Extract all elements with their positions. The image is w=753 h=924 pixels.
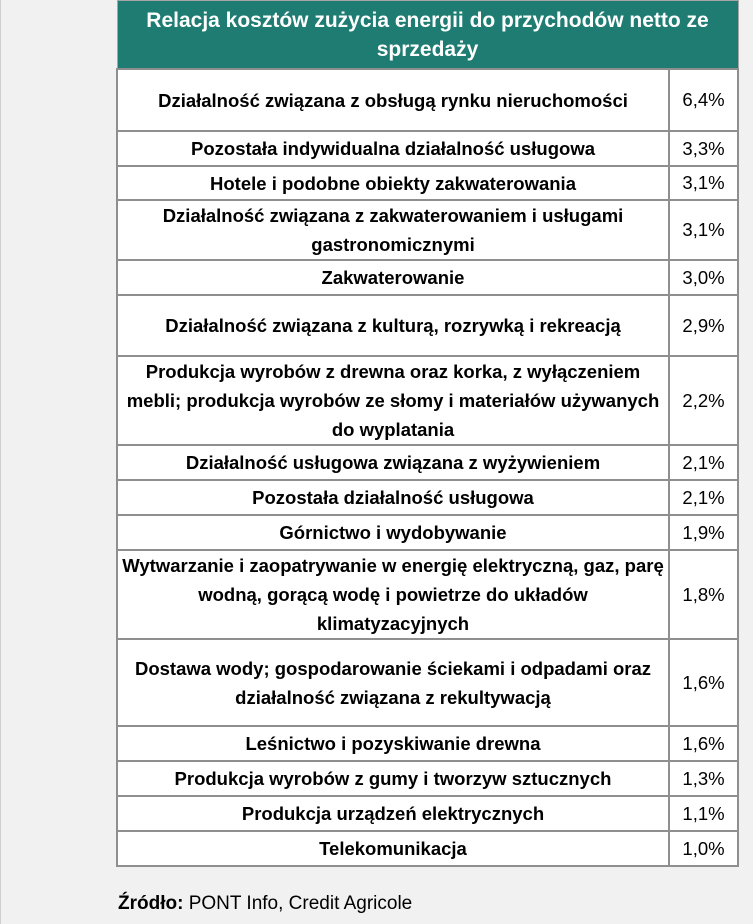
source-text: PONT Info, Credit Agricole (183, 893, 413, 914)
row-label: Zakwaterowanie (117, 260, 669, 295)
row-label: Pozostała działalność usługowa (117, 480, 669, 515)
row-label: Działalność związana z kulturą, rozrywką i rekreacją (117, 295, 669, 356)
row-value: 6,4% (669, 69, 738, 131)
row-value: 2,2% (669, 356, 738, 445)
row-value: 2,1% (669, 480, 738, 515)
row-value: 3,3% (669, 131, 738, 166)
row-label: Telekomunikacja (117, 831, 669, 866)
table-row (117, 639, 738, 726)
row-label: Górnictwo i wydobywanie (117, 515, 669, 550)
table-row (117, 480, 738, 515)
row-value: 1,0% (669, 831, 738, 866)
table-body (117, 69, 738, 866)
table-row (117, 761, 738, 796)
row-value: 1,3% (669, 761, 738, 796)
row-value: 3,1% (669, 200, 738, 260)
row-value: 1,1% (669, 796, 738, 831)
row-value: 2,1% (669, 445, 738, 480)
row-label: Wytwarzanie i zaopatrywanie w energię elektryczną, gaz, parę wodną, gorącą wodę i powietrze do układów klimatyzacyjnych (117, 550, 669, 639)
row-value: 3,0% (669, 260, 738, 295)
row-value: 3,1% (669, 166, 738, 200)
row-label: Produkcja urządzeń elektrycznych (117, 796, 669, 831)
table-header-row (117, 1, 738, 70)
table-row (117, 515, 738, 550)
table-row (117, 200, 738, 260)
row-label: Produkcja wyrobów z drewna oraz korka, z wyłączeniem mebli; produkcja wyrobów ze słomy i materiałów używanych do wyplatania (117, 356, 669, 445)
source-label: Źródło: (118, 893, 184, 914)
row-label: Działalność związana z obsługą rynku nieruchomości (117, 69, 669, 131)
row-label: Działalność związana z zakwaterowaniem i usługami gastronomicznymi (117, 200, 669, 260)
row-value: 1,8% (669, 550, 738, 639)
row-label: Działalność usługowa związana z wyżywieniem (117, 445, 669, 480)
row-label: Produkcja wyrobów z gumy i tworzyw sztucznych (117, 761, 669, 796)
row-label: Leśnictwo i pozyskiwanie drewna (117, 726, 669, 761)
row-value: 1,9% (669, 515, 738, 550)
table-row (117, 550, 738, 639)
row-label: Dostawa wody; gospodarowanie ściekami i odpadami oraz działalność związana z rekultywacją (117, 639, 669, 726)
row-label: Hotele i podobne obiekty zakwaterowania (117, 166, 669, 200)
table-row (117, 166, 738, 200)
table-row (117, 69, 738, 131)
row-value: 1,6% (669, 726, 738, 761)
table-row (117, 445, 738, 480)
table-row (117, 260, 738, 295)
left-frame-line (0, 0, 1, 924)
table-row (117, 831, 738, 866)
row-label: Pozostała indywidualna działalność usługowa (117, 131, 669, 166)
table-row (117, 295, 738, 356)
row-value: 2,9% (669, 295, 738, 356)
table-row (117, 726, 738, 761)
table-row (117, 796, 738, 831)
row-value: 1,6% (669, 639, 738, 726)
source-note (118, 893, 412, 915)
table-row (117, 356, 738, 445)
table-row (117, 131, 738, 166)
energy-cost-table (116, 0, 739, 867)
table-title: Relacja kosztów zużycia energii do przychodów netto ze sprzedaży (117, 1, 738, 70)
